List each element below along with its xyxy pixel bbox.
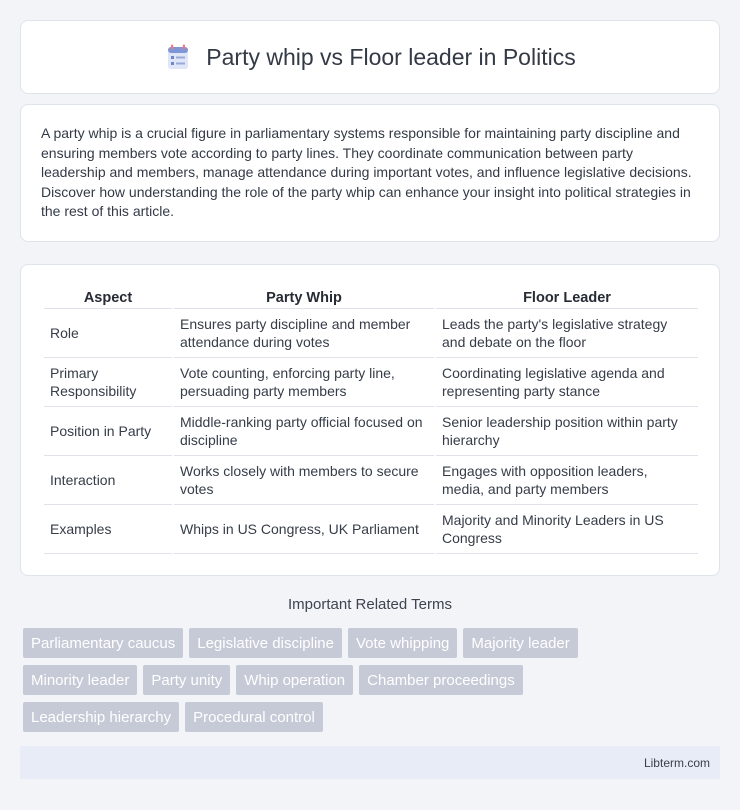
cell-floor-leader: Majority and Minority Leaders in US Congress [436, 505, 698, 554]
title-wrap [164, 43, 575, 71]
tag-row [23, 702, 723, 732]
cell-floor-leader: Engages with opposition leaders, media, and party members [436, 456, 698, 505]
tag-party-unity[interactable]: Party unity [143, 665, 230, 695]
cell-aspect: Position in Party [44, 407, 172, 456]
cell-floor-leader: Senior leadership position within party hierarchy [436, 407, 698, 456]
tag-procedural-control[interactable]: Procedural control [185, 702, 323, 732]
cell-aspect: Role [44, 309, 172, 358]
cell-floor-leader: Leads the party's legislative strategy and debate on the floor [436, 309, 698, 358]
cell-aspect: Interaction [44, 456, 172, 505]
table-row [44, 407, 698, 456]
tag-vote-whipping[interactable]: Vote whipping [348, 628, 457, 658]
tag-chamber-proceedings[interactable]: Chamber proceedings [359, 665, 523, 695]
related-terms-title: Important Related Terms [288, 596, 452, 613]
cell-party-whip: Middle-ranking party official focused on discipline [174, 407, 434, 456]
footer [20, 746, 720, 779]
tag-minority-leader[interactable]: Minority leader [23, 665, 137, 695]
document-list-icon [164, 43, 192, 71]
page-title: Party whip vs Floor leader in Politics [206, 43, 576, 70]
tag-row [23, 628, 723, 658]
header-floor-leader: Floor Leader [436, 285, 698, 309]
table-row [44, 505, 698, 554]
footer-site-link[interactable]: Libterm.com [643, 755, 710, 770]
table-row [44, 309, 698, 358]
cell-floor-leader: Coordinating legislative agenda and representing party stance [436, 358, 698, 407]
related-terms [23, 628, 723, 739]
intro-text: A party whip is a crucial figure in parliamentary systems responsible for maintaining party discipline and ensuring members vote according to party lines. They coordinate communication between party leadership and members, manage attendance during important votes, and influence legislative decisions. Discover how understanding the role of the party whip can enhance your insight into political strategies in the rest of this article. [41, 125, 692, 220]
table-header-row [44, 285, 698, 309]
table-row [44, 358, 698, 407]
cell-party-whip: Works closely with members to secure votes [174, 456, 434, 505]
cell-party-whip: Ensures party discipline and member attendance during votes [174, 309, 434, 358]
tag-leadership-hierarchy[interactable]: Leadership hierarchy [23, 702, 179, 732]
tag-parliamentary-caucus[interactable]: Parliamentary caucus [23, 628, 183, 658]
table-row [44, 456, 698, 505]
cell-aspect: Examples [44, 505, 172, 554]
tag-majority-leader[interactable]: Majority leader [463, 628, 577, 658]
title-card [20, 20, 720, 94]
comparison-card [20, 264, 720, 576]
tag-whip-operation[interactable]: Whip operation [236, 665, 353, 695]
header-aspect: Aspect [44, 285, 172, 309]
intro-card [20, 104, 720, 242]
tag-row [23, 665, 723, 695]
tag-legislative-discipline[interactable]: Legislative discipline [189, 628, 342, 658]
cell-aspect: Primary Responsibility [44, 358, 172, 407]
cell-party-whip: Whips in US Congress, UK Parliament [174, 505, 434, 554]
header-party-whip: Party Whip [174, 285, 434, 309]
comparison-table [42, 285, 700, 554]
cell-party-whip: Vote counting, enforcing party line, persuading party members [174, 358, 434, 407]
